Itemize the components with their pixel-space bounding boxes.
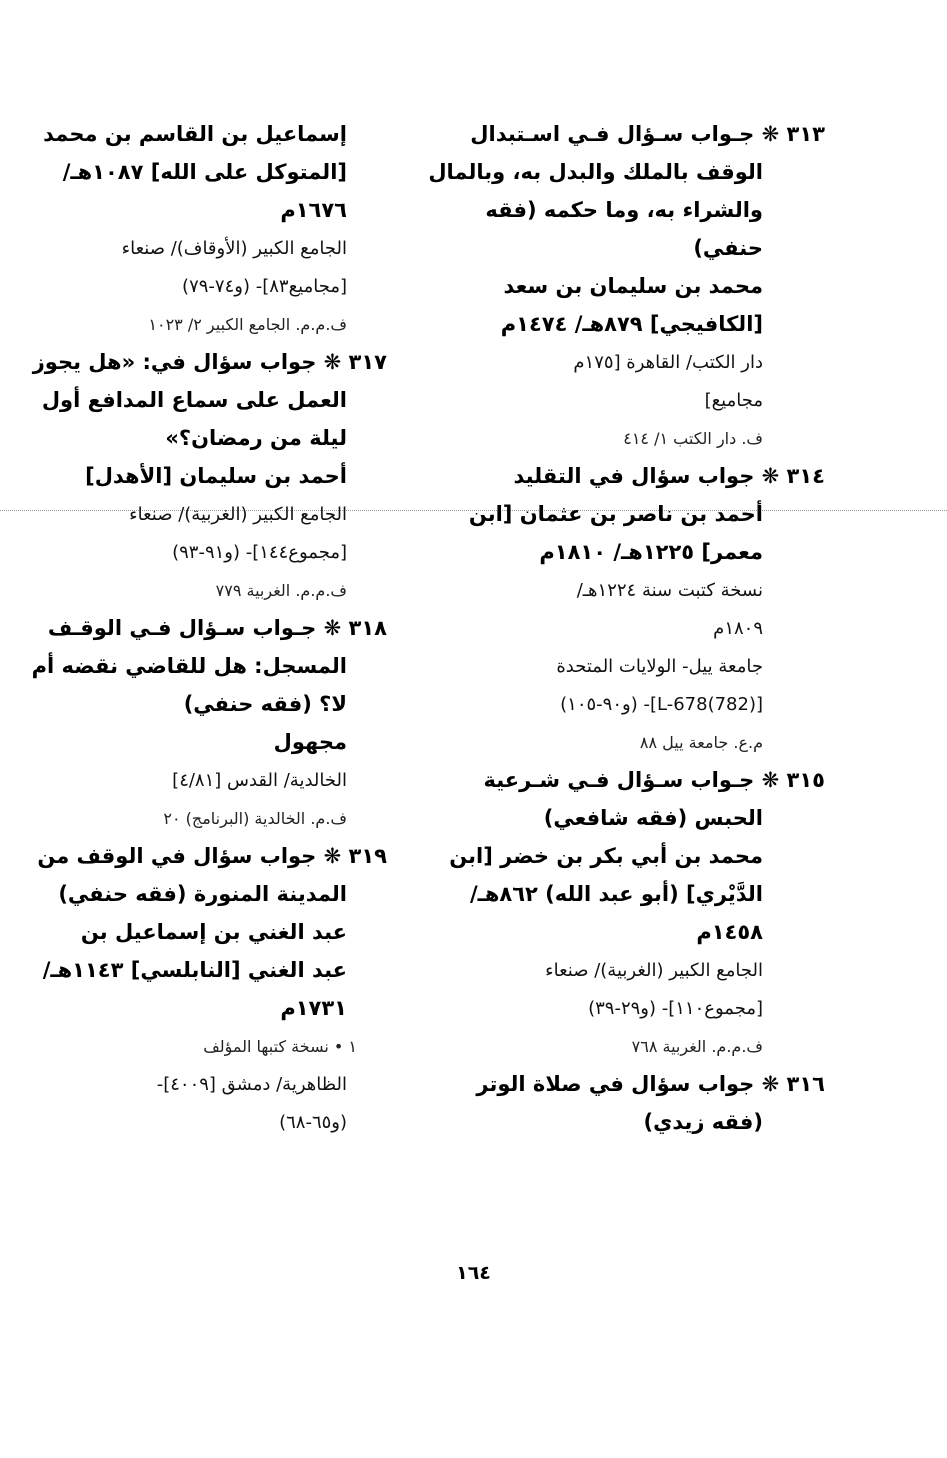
right-column-line: نسخة كتبت سنة ١٢٢٤هـ/ [576, 580, 763, 601]
right-column-line: [(782)L-678]- (و٩٠-١٠٥) [560, 694, 763, 715]
right-column-line: جامعة ييل- الولايات المتحدة [556, 656, 763, 677]
left-column-line: ف.م.م. الغربية ٧٧٩ [215, 581, 347, 600]
right-column-line: ف. دار الكتب ١/ ٤١٤ [623, 429, 763, 448]
right-column-line: محمد بن أبي بكر بن خضر [ابن [449, 844, 763, 868]
right-column-line: محمد بن سليمان بن سعد [503, 274, 763, 298]
right-column-line: والشراء به، وما حكمه (فقه [485, 198, 763, 222]
left-column-line: مجهول [273, 730, 347, 754]
left-column-line: ١٦٧٦م [280, 198, 347, 222]
left-column-line: عبد الغني [النابلسي] ١١٤٣هـ/ [42, 958, 347, 982]
left-column-line: ١٧٣١م [280, 996, 347, 1020]
left-column-line: ٣١٨ ❋ جـواب سـؤال فـي الوقـف [47, 616, 387, 640]
left-column-line: إسماعيل بن القاسم بن محمد [43, 122, 347, 146]
right-column-line: [الكافيجي] ٨٧٩هـ/ ١٤٧٤م [500, 312, 763, 336]
right-column-line: ١٨٠٩م [713, 618, 763, 639]
right-column-line: (فقه زيدي) [643, 1110, 763, 1134]
right-column-line: دار الكتب/ القاهرة [١٧٥م [573, 352, 763, 373]
left-column-line: المدينة المنورة (فقه حنفي) [58, 882, 347, 906]
right-column-line: م.ع. جامعة ييل ٨٨ [639, 733, 763, 752]
left-column-line: ف.م. الخالدية (البرنامج) ٢٠ [163, 809, 347, 828]
right-column-line: ٣١٤ ❋ جواب سؤال في التقليد [513, 464, 825, 488]
left-column-line: عبد الغني بن إسماعيل بن [80, 920, 347, 944]
left-column-line: الجامع الكبير (الغربية)/ صنعاء [129, 504, 347, 525]
right-column-line: أحمد بن ناصر بن عثمان [ابن [468, 502, 763, 526]
left-column-line: الجامع الكبير (الأوقاف)/ صنعاء [121, 238, 347, 259]
right-column-line: ف.م.م. الغربية ٧٦٨ [631, 1037, 763, 1056]
left-column-line: ليلة من رمضان؟» [165, 426, 347, 450]
right-column-line: ٣١٦ ❋ جواب سؤال في صلاة الوتر [476, 1072, 825, 1096]
left-column-line: لا؟ (فقه حنفي) [183, 692, 347, 716]
right-column-line: مجاميع] [704, 390, 763, 411]
left-column-line: [مجاميع٨٣]- (و٧٤-٧٩) [182, 276, 347, 297]
left-column-line: ١ • نسخة كتبها المؤلف [203, 1037, 357, 1056]
left-column-line: المسجل: هل للقاضي نقضه أم [31, 654, 347, 678]
right-column-line: الوقف بالملك والبدل به، وبالمال [428, 160, 763, 184]
right-column-line: الدَّيْري] (أبو عبد الله) ٨٦٢هـ/ [469, 882, 763, 906]
left-column-line: الظاهرية/ دمشق [٤٠٠٩]- [156, 1074, 347, 1095]
right-column [428, 118, 825, 1144]
page-number: ١٦٤ [456, 1262, 491, 1284]
right-column-line: ٣١٣ ❋ جـواب سـؤال فـي اسـتبدال [470, 122, 825, 146]
right-column-line: [مجموع١١٠]- (و٢٩-٣٩) [588, 998, 763, 1019]
left-column-line: [مجموع١٤٤]- (و٩١-٩٣) [172, 542, 347, 563]
left-column-line: أحمد بن سليمان [الأهدل] [85, 464, 347, 488]
left-column [31, 118, 387, 1144]
right-column-line: حنفي) [693, 236, 763, 260]
left-column-line: ٣١٧ ❋ جواب سؤال في: «هل يجوز [32, 350, 387, 374]
left-column-line: ف.م.م. الجامع الكبير ٢/ ١٠٢٣ [148, 315, 347, 334]
right-column-line: ٣١٥ ❋ جـواب سـؤال فـي شـرعية [483, 768, 825, 792]
right-column-line: معمر] ١٢٢٥هـ/ ١٨١٠م [539, 540, 763, 564]
left-column-line: (و٦٥-٦٨) [279, 1112, 347, 1133]
right-column-line: الجامع الكبير (الغربية)/ صنعاء [545, 960, 763, 981]
left-column-line: ٣١٩ ❋ جواب سؤال في الوقف من [37, 844, 387, 868]
left-column-line: الخالدية/ القدس [٤/٨١] [172, 770, 347, 791]
left-column-line: [المتوكل على الله] ١٠٨٧هـ/ [62, 160, 347, 184]
left-column-line: العمل على سماع المدافع أول [41, 388, 347, 412]
right-column-line: ١٤٥٨م [696, 920, 763, 944]
right-column-line: الحبس (فقه شافعي) [543, 806, 763, 830]
